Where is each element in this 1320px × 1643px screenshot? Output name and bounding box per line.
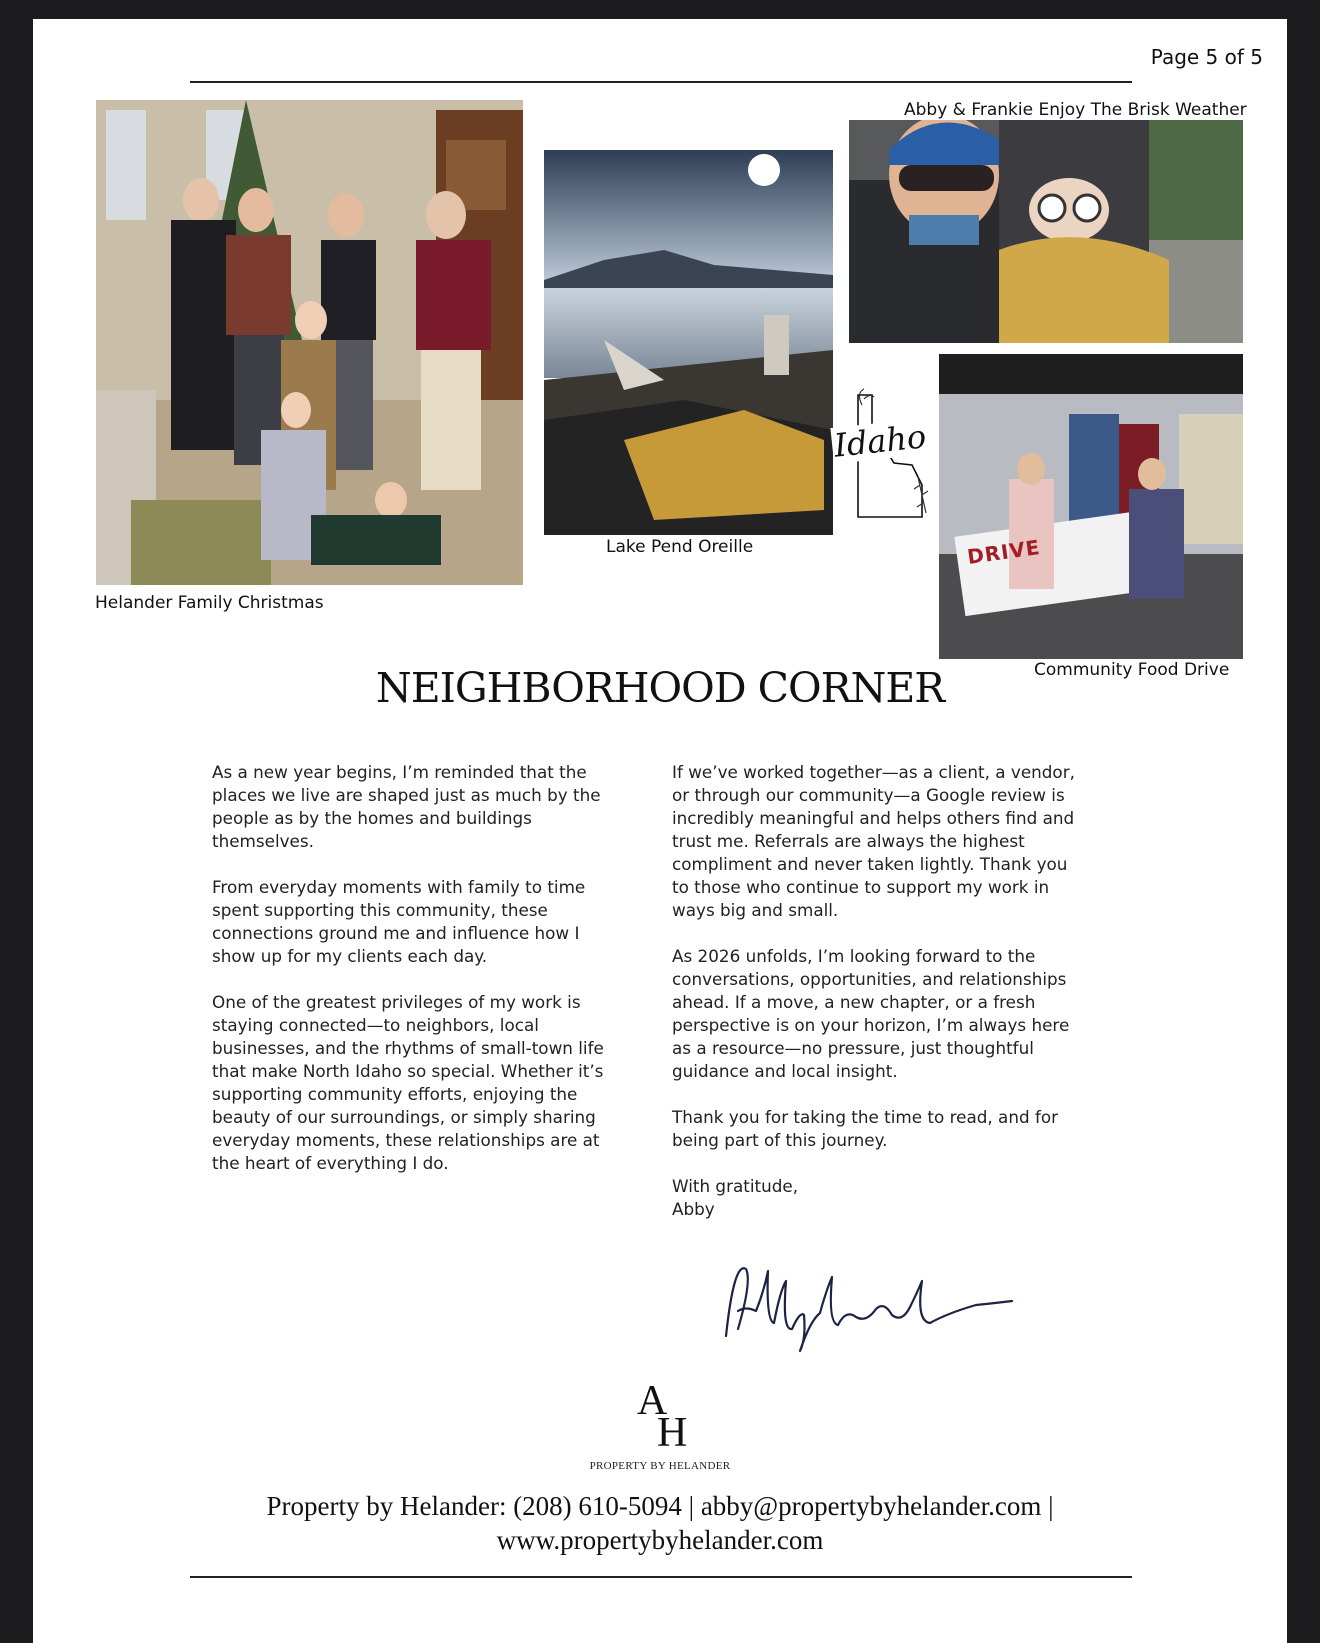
newsletter-page xyxy=(33,19,1287,1643)
logo-monogram-a: A xyxy=(637,1378,668,1424)
family-christmas-caption: Helander Family Christmas xyxy=(95,593,324,613)
page-title: NEIGHBORHOOD CORNER xyxy=(375,664,945,712)
food-drive-banner-decoration: DRIVE xyxy=(965,534,1042,570)
page-number: Page 5 of 5 xyxy=(1150,45,1263,69)
left-paragraph: One of the greatest privileges of my work is staying connected—to neighbors, local businesses, and the rhythms of small-town life that make North Idaho so special. Whether it’s supporting community efforts, enjoying the beauty of our surroundings, or simply sharing everyday moments, these relationships are at the heart of everything I do. xyxy=(212,992,604,1173)
idaho-badge-text: Idaho xyxy=(832,417,928,465)
footer-contact-line: Property by Helander: (208) 610-5094 | abby@propertybyhelander.com | xyxy=(266,1491,1054,1521)
left-column xyxy=(212,761,624,1198)
logo-wordmark: PROPERTY BY HELANDER xyxy=(589,1460,731,1472)
abby-frankie-caption: Abby & Frankie Enjoy The Brisk Weather xyxy=(904,100,1247,120)
right-paragraph: Thank you for taking the time to read, and for being part of this journey. xyxy=(672,1107,1059,1150)
property-by-helander-logo xyxy=(587,1380,733,1480)
idaho-state-badge xyxy=(834,385,934,525)
left-paragraph: From everyday moments with family to time spent supporting this community, these connections ground me and influence how I show up for my clients each day. xyxy=(212,877,586,966)
left-paragraph: As a new year begins, I’m reminded that the places we live are shaped just as much by the people as by the homes and buildings themselves. xyxy=(212,762,601,851)
sign-off: With gratitude, Abby xyxy=(672,1176,799,1219)
family-christmas-photo xyxy=(96,100,523,585)
handwritten-signature xyxy=(716,1251,1016,1361)
lake-pend-oreille-photo xyxy=(544,150,833,535)
logo-monogram-h: H xyxy=(657,1410,688,1456)
community-food-drive-photo xyxy=(939,354,1243,659)
right-paragraph: If we’ve worked together—as a client, a vendor, or through our community—a Google review is incredibly meaningful and helps others find and trust me. Referrals are always the highest compliment and never taken lightly. Thank you to those who continue to support my work in ways big and small. xyxy=(672,762,1075,920)
bottom-divider xyxy=(190,1576,1132,1578)
lake-pend-oreille-caption: Lake Pend Oreille xyxy=(606,537,754,557)
right-paragraph: As 2026 unfolds, I’m looking forward to the conversations, opportunities, and relationships ahead. If a move, a new chapter, or a fresh perspective is on your horizon, I’m always here as a resource—no pressure, just thoughtful guidance and local insight. xyxy=(672,946,1070,1081)
abby-frankie-photo xyxy=(849,120,1243,343)
top-divider xyxy=(190,81,1132,83)
community-food-drive-caption: Community Food Drive xyxy=(1034,660,1230,680)
footer-website-link[interactable]: www.propertybyhelander.com xyxy=(496,1525,824,1555)
right-column xyxy=(672,761,1084,1244)
